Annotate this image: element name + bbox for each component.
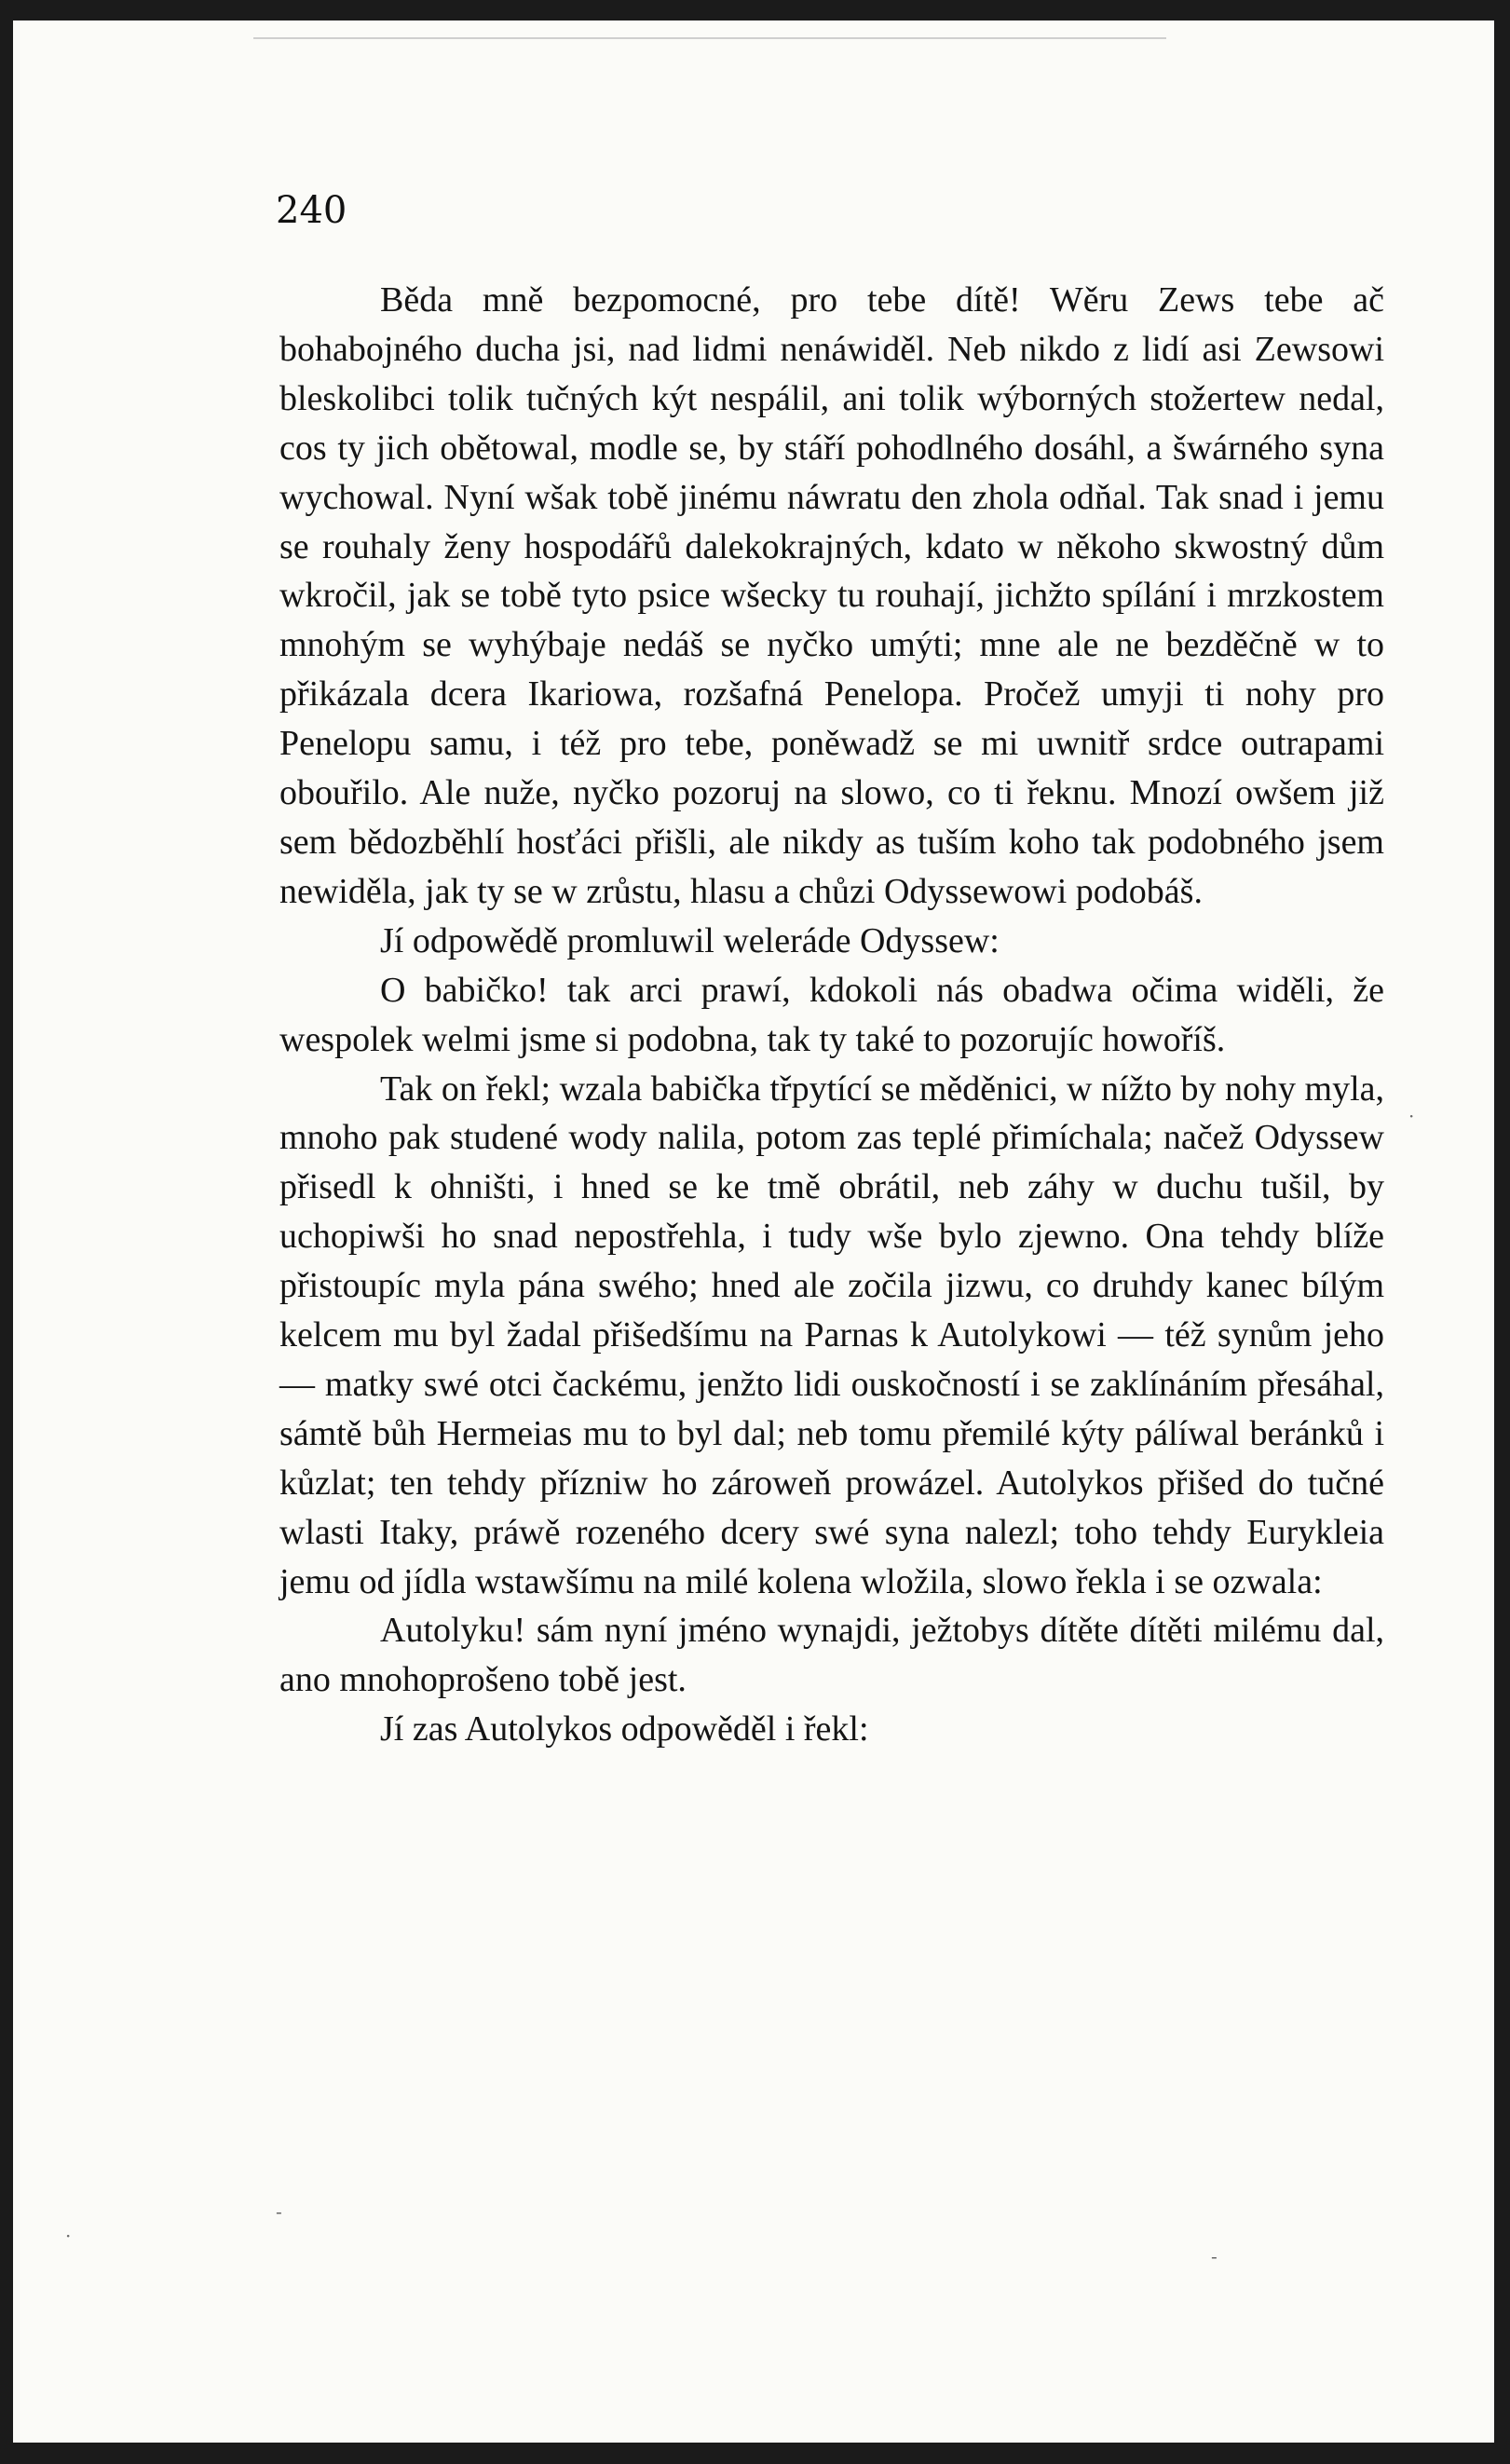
margin-speck: · [65, 2225, 72, 2247]
body-text [279, 276, 1384, 1754]
paragraph-1: Běda mně bezpomocné, pro tebe dítě! Wěru Zews tebe ač bohabojného ducha jsi, nad lidmi nenáwiděl. Neb nikdo z lidí asi Zewsowi bleskolibci tolik tučných kýt nespálil, ani tolik wýborných stožertew nedal, cos ty jich obětowal, modle se, by stáří pohodlného dosáhl, a šwárného syna wychowal. Nyní wšak tobě jinému náwratu den zhola odňal. Tak snad i jemu se rouhaly ženy hospodářů dalekokrajných, kdato w někoho skwostný dům wkročil, jak se tobě tyto psice wšecky tu rouhají, jichžto spílání i mrzkostem mnohým se wyhýbaje nedáš se nyčko umýti; mne ale ne bezděčně w to přikázala dcera Ikariowa, rozšafná Penelopa. Pročež umyji ti nohy pro Penelopu samu, i též pro tebe, poněwadž se mi uwnitř srdce outrapami obouřilo. Ale nuže, nyčko pozoruj na slowo, co ti řeknu. Mnozí owšem již sem bědozběhlí hosťáci přišli, ale nikdy as tuším koho tak podobného jsem newiděla, jak ty se w zrůstu, hlasu a chůzi Odyssewowi podobáš. [279, 280, 1384, 911]
paragraph-5: Autolyku! sám nyní jméno wynajdi, ježtobys dítěte dítěti milému dal, ano mnohoprošeno tobě jest. [279, 1611, 1384, 1700]
paragraph-3: O babičko! tak arci prawí, kdokoli nás obadwa očima widěli, že wespolek welmi jsme si podobna, tak ty také to pozorujíc howoříš. [279, 970, 1384, 1059]
margin-speck: · [1408, 1105, 1415, 1127]
top-edge-rule [253, 37, 1166, 39]
paragraph-4: Tak on řekl; wzala babička třpytící se měděnici, w nížto by nohy myla, mnoho pak studené wody nalila, potom zas teplé přimíchala; načež Odyssew přisedl k ohništi, i hned se ke tmě obrátil, neb záhy w duchu tušil, by uchopiwši ho snad nepostřehla, i tudy wše bylo zjewno. Ona tehdy blíže přistoupíc myla pána swého; hned ale zočila jizwu, co druhdy kanec bílým kelcem mu byl žadal přišedšímu na Parnas k Autolykowi — též synům jeho — matky swé otci čackému, jenžto lidi ouskočností i se zaklínáním přesáhal, sámtě bůh Hermeias mu to byl dal; neb tomu přemilé kýty pálíwal beránků i kůzlat; ten tehdy přízniw ho zároweň prowázel. Autolykos přišed do tučné wlasti Itaky, práwě rozeného dcery swé syna nalezl; toho tehdy Eurykleia jemu od jídla wstawšímu na milé kolena wložila, slowo řekla i se ozwala: [279, 1069, 1384, 1601]
paragraph-2: Jí odpowědě promluwil weleráde Odyssew: [380, 920, 1000, 960]
paragraph-6: Jí zas Autolykos odpowěděl i řekl: [380, 1709, 869, 1749]
margin-speck: - [276, 2200, 282, 2223]
page-number: 240 [276, 189, 347, 232]
margin-speck: - [1211, 2245, 1218, 2267]
